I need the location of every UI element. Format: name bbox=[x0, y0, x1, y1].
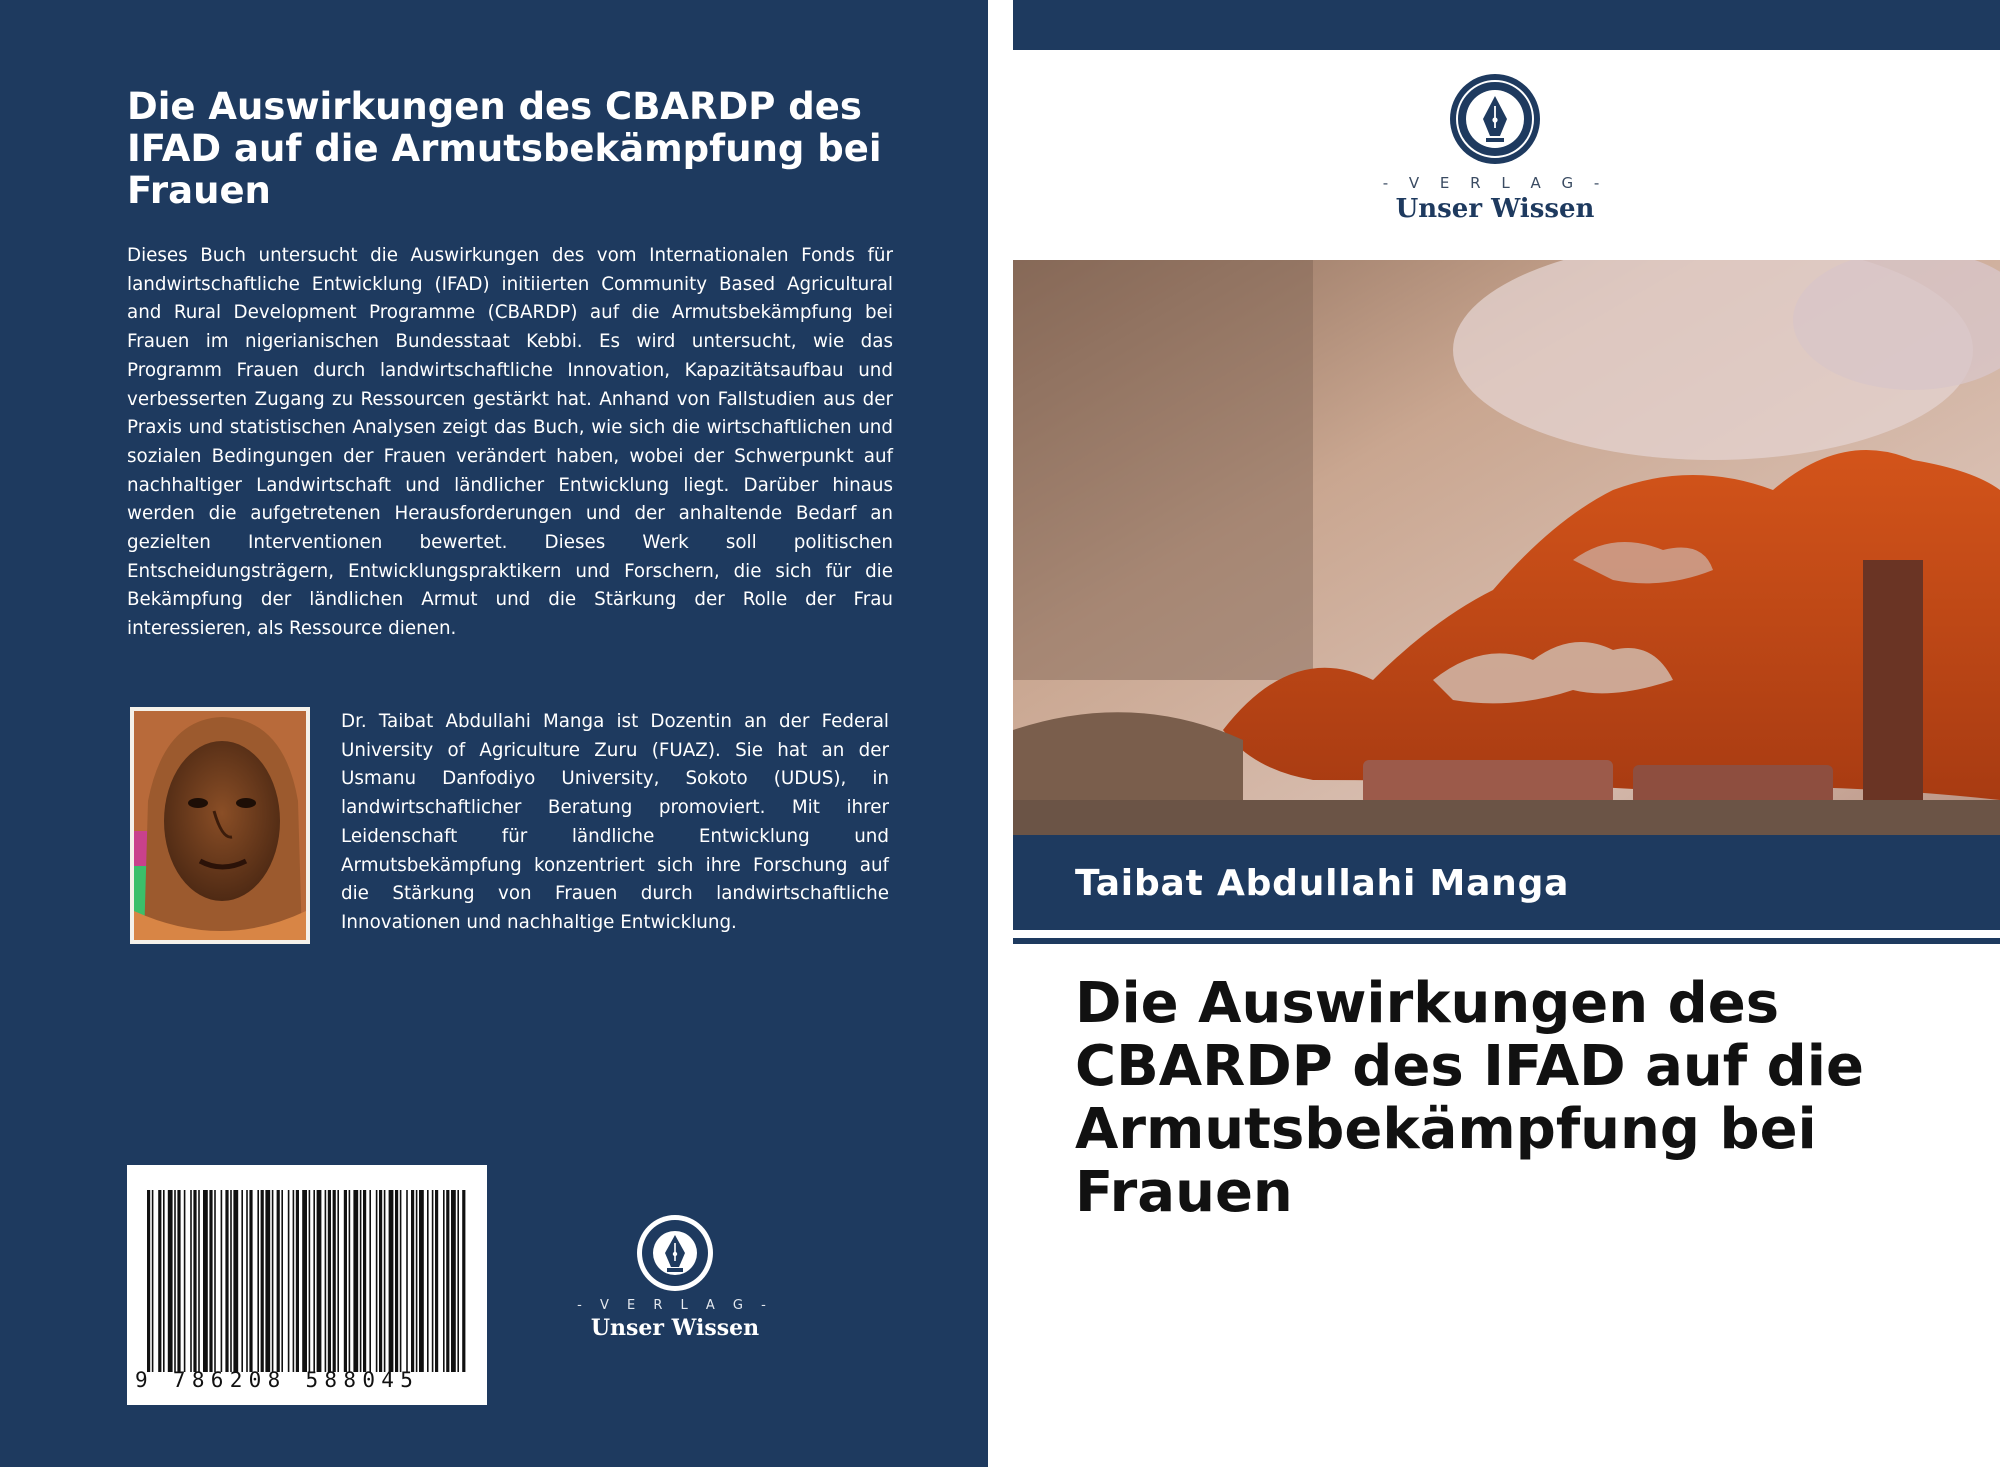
author-photo bbox=[130, 707, 310, 944]
spine bbox=[988, 0, 1013, 1467]
publisher-logo-back bbox=[575, 1213, 775, 1348]
author-name: Taibat Abdullahi Manga bbox=[1075, 863, 1570, 904]
cover-photo bbox=[1013, 260, 2000, 835]
author-bio: Dr. Taibat Abdullahi Manga ist Dozentin an der Federal University of Agriculture Zuru (FUAZ). Sie hat an der Usmanu Danfodiyo University, Sokoto (UDUS), in landwirtschaftlicher Beratung promoviert. Mit ihrer Leidenschaft für ländliche Entwicklung und Armutsbekämpfung konzentriert sich ihre Forschung auf die Stärkung von Frauen durch landwirtschaftliche Innovationen und nachhaltige Entwicklung. bbox=[341, 711, 889, 933]
divider-rule bbox=[1013, 938, 2000, 944]
publisher-name-back: Unser Wissen bbox=[590, 1315, 760, 1341]
publisher-tagline-front: - V E R L A G - bbox=[1382, 174, 1608, 192]
isbn-barcode bbox=[127, 1165, 487, 1405]
fountain-pen-nib-icon bbox=[635, 1213, 715, 1293]
fountain-pen-nib-icon bbox=[1448, 72, 1542, 166]
back-cover-blurb: Dieses Buch untersucht die Auswirkungen des vom Internationalen Fonds für landwirtschaftliche Entwicklung (IFAD) initiierten Community Based Agricultural and Rural Development Programme (CBARDP) auf die Armutsbekämpfung bei Frauen im nigerianischen Bundesstaat Kebbi. Es wird untersucht, wie das Programm Frauen durch landwirtschaftliche Innovation, Kapazitätsaufbau und verbesserten Zugang zu Ressourcen gestärkt hat. Anhand von Fallstudien aus der Praxis und statistischen Analysen zeigt das Buch, wie sich die wirtschaftlichen und sozialen Bedingungen der Frauen verändert haben, wobei der Schwerpunkt auf nachhaltiger Landwirtschaft und ländlicher Entwicklung liegt. Darüber hinaus werden die aufgetretenen Herausforderungen und der anhaltende Bedarf an gezielten Interventionen bewertet. Dieses Werk soll politischen Entscheidungsträgern, Entwicklungspraktikern und Forschern, die sich für die Bekämpfung der ländlichen Armut und die Stärkung der Rolle der Frau interessieren, als Ressource dienen. bbox=[127, 245, 893, 640]
back-cover-title: Die Auswirkungen des CBARDP des IFAD auf die Armutsbekämpfung bei Frauen bbox=[127, 85, 882, 212]
front-top-bar bbox=[1013, 0, 2000, 50]
publisher-logo-front bbox=[1380, 72, 1610, 224]
publisher-tagline-back: - V E R L A G - bbox=[577, 1298, 773, 1313]
barcode-bars bbox=[147, 1190, 467, 1372]
publisher-name-front: Unser Wissen bbox=[1395, 194, 1595, 224]
author-portrait-image bbox=[134, 711, 306, 940]
front-cover-title: Die Auswirkungen des CBARDP des IFAD auf die Armutsbekämpfung bei Frauen bbox=[1075, 971, 1864, 1225]
back-cover bbox=[0, 0, 988, 1467]
isbn-digits: 9 786208 588045 bbox=[135, 1368, 420, 1392]
author-band bbox=[1013, 835, 2000, 930]
rusty-wall-image bbox=[1013, 260, 2000, 835]
